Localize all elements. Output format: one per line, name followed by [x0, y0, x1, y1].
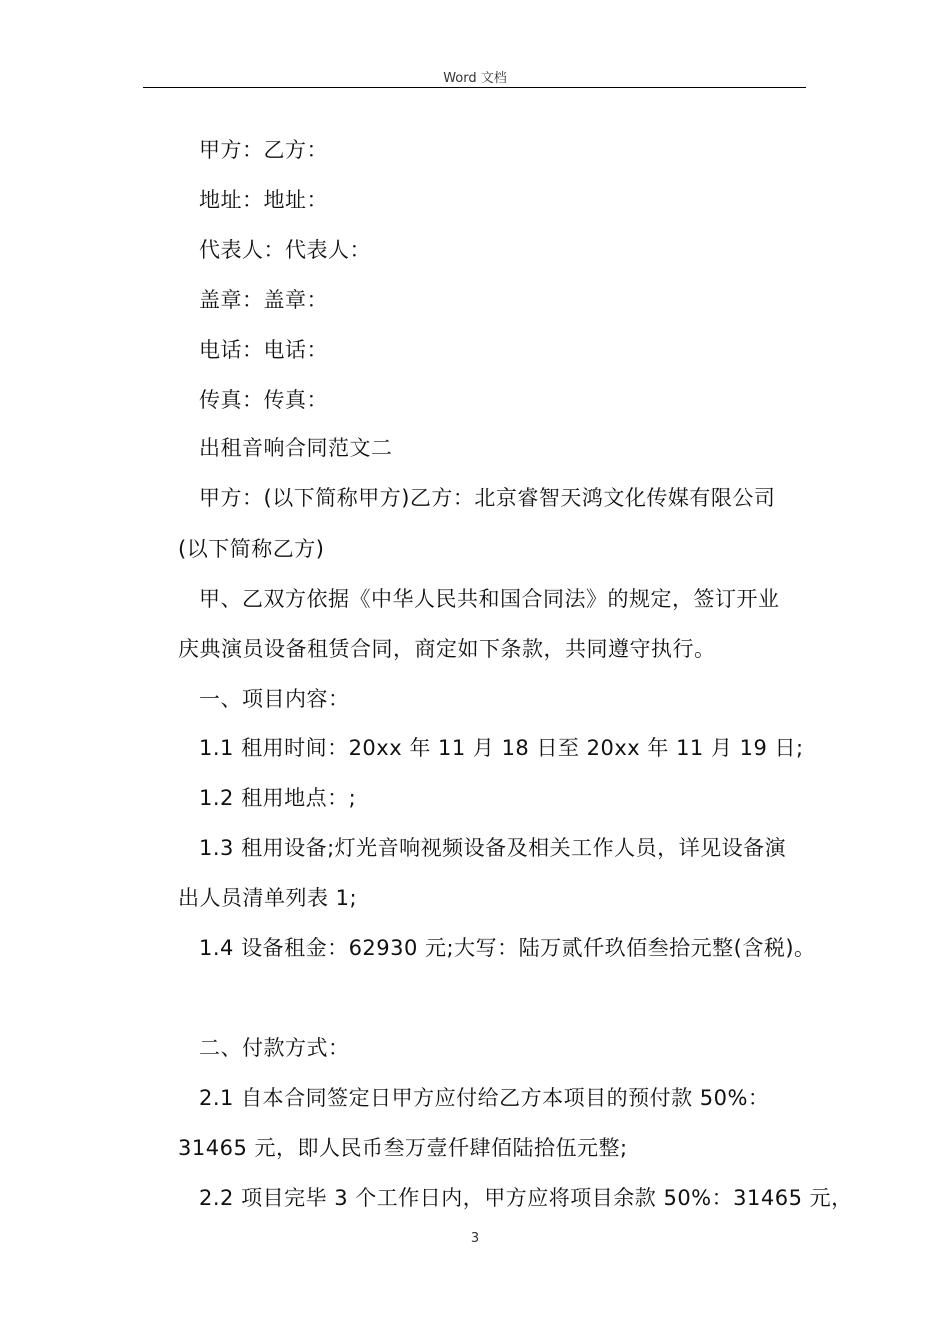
clause-line: 2.1 自本合同签定日甲方应付给乙方本项目的预付款 50%：: [199, 1086, 770, 1110]
document-header-title: Word 文档: [443, 71, 507, 86]
clause-line: 出人员清单列表 1;: [178, 886, 358, 910]
clause-line: 31465 元，即人民币叁万壹仟肆佰陆拾伍元整;: [178, 1136, 628, 1160]
fax-line: 传真：传真：: [199, 388, 328, 412]
clause-line: 1.1 租用时间：20xx 年 11 月 18 日至 20xx 年 11 月 19 日;: [199, 736, 804, 760]
address-line: 地址：地址：: [199, 188, 328, 212]
clause-line: 1.4 设备租金：62930 元;大写：陆万贰仟玖佰叁拾元整(含税)。: [199, 936, 816, 960]
section-heading: 一、项目内容：: [199, 687, 350, 711]
clause-line: 1.2 租用地点：;: [199, 786, 357, 810]
section-title: 出租音响合同范文二: [199, 436, 393, 460]
page-number: 3: [470, 1231, 480, 1246]
party-line: 甲方：乙方：: [199, 138, 328, 162]
clause-line: 1.3 租用设备;灯光音响视频设备及相关工作人员，详见设备演: [199, 836, 787, 860]
header-divider: [143, 87, 806, 88]
paragraph-line: 庆典演员设备租赁合同，商定如下条款，共同遵守执行。: [178, 637, 716, 661]
seal-line: 盖章：盖章：: [199, 288, 328, 312]
paragraph-line: 甲、乙双方依据《中华人民共和国合同法》的规定，签订开业: [199, 587, 780, 611]
phone-line: 电话：电话：: [199, 338, 328, 362]
clause-line: 2.2 项目完毕 3 个工作日内，甲方应将项目余款 50%：31465 元，: [199, 1186, 853, 1210]
section-heading: 二、付款方式：: [199, 1036, 350, 1060]
representative-line: 代表人：代表人：: [199, 238, 371, 262]
paragraph-line: (以下简称乙方): [178, 537, 325, 561]
paragraph-line: 甲方：(以下简称甲方)乙方：北京睿智天鸿文化传媒有限公司: [199, 486, 776, 510]
